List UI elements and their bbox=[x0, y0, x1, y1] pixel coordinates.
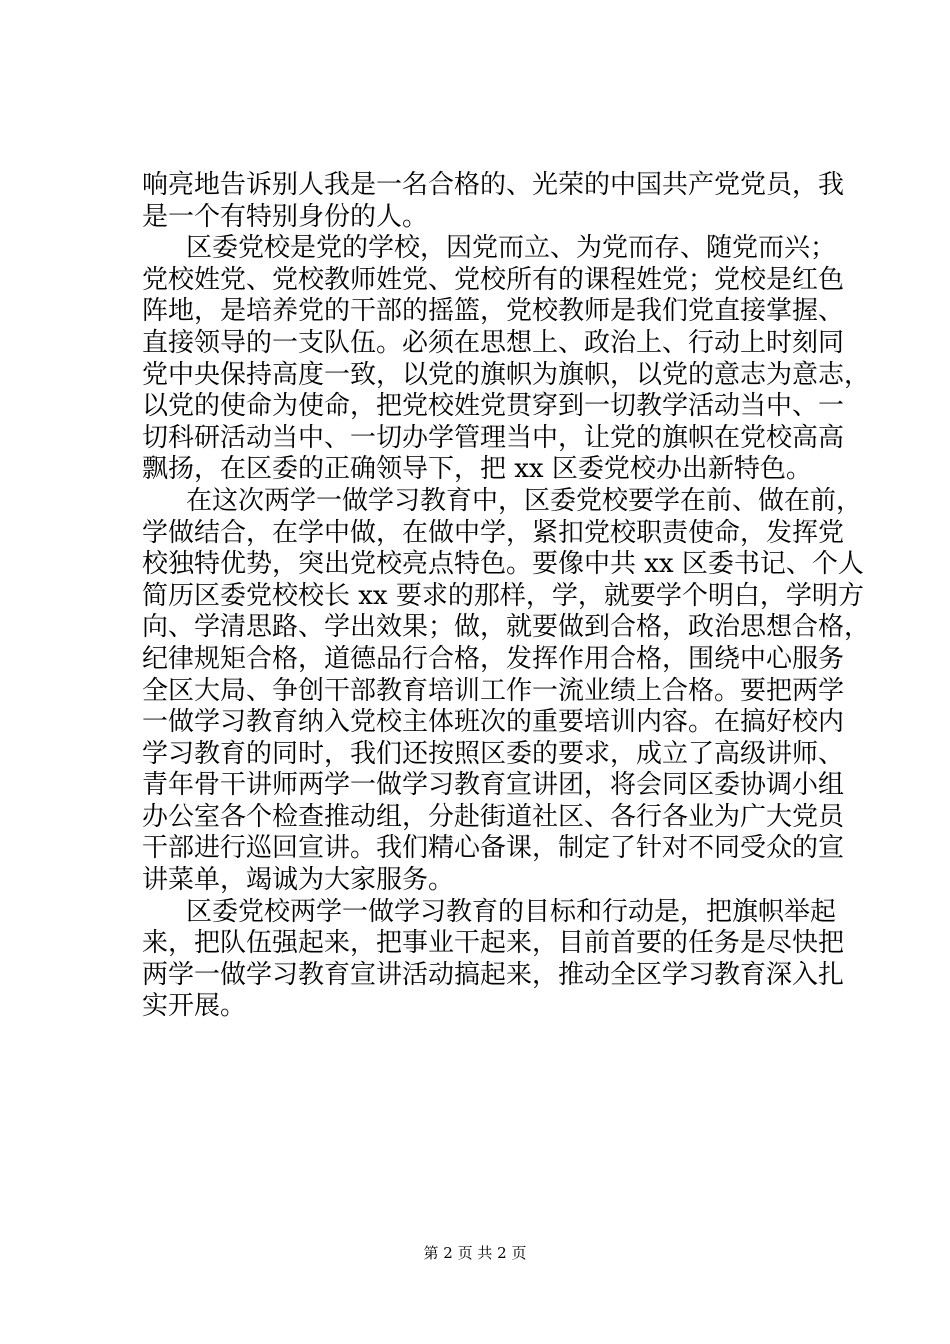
text-line: 以党的使命为使命，把党校姓党贯穿到一切教学活动当中、一 bbox=[142, 391, 845, 422]
text-line: 实开展。 bbox=[142, 991, 247, 1022]
text-line: 纪律规矩合格，道德品行合格，发挥作用合格，围绕中心服务 bbox=[142, 643, 845, 674]
text-line: 校独特优势，突出党校亮点特色。要像中共 xx 区委书记、个人 bbox=[142, 549, 864, 580]
text-line: 两学一做学习教育宣讲活动搞起来，推动全区学习教育深入扎 bbox=[142, 959, 845, 990]
text-line: 一做学习教育纳入党校主体班次的重要培训内容。在搞好校内 bbox=[142, 707, 845, 738]
paragraph-4 bbox=[142, 896, 845, 1023]
document-body bbox=[142, 170, 871, 1023]
text-line: 党校姓党、党校教师姓党、党校所有的课程姓党；党校是红色 bbox=[142, 264, 845, 295]
text-line: 干部进行巡回宣讲。我们精心备课，制定了针对不同受众的宣 bbox=[142, 833, 845, 864]
text-line: 讲菜单，竭诚为大家服务。 bbox=[142, 865, 455, 896]
paragraph-2 bbox=[142, 233, 871, 486]
text-line: 区委党校两学一做学习教育的目标和行动是，把旗帜举起 bbox=[186, 896, 837, 927]
text-line: 区委党校是党的学校，因党而立、为党而存、随党而兴； bbox=[186, 233, 837, 264]
text-line: 阵地，是培养党的干部的摇篮，党校教师是我们党直接掌握、 bbox=[142, 296, 845, 327]
text-line: 学做结合，在学中做，在做中学，紧扣党校职责使命，发挥党 bbox=[142, 517, 845, 548]
text-line: 切科研活动当中、一切办学管理当中，让党的旗帜在党校高高 bbox=[142, 422, 845, 453]
text-line: 响亮地告诉别人我是一名合格的、光荣的中国共产党党员，我 bbox=[142, 170, 845, 200]
text-line: 青年骨干讲师两学一做学习教育宣讲团，将会同区委协调小组 bbox=[142, 770, 845, 801]
text-line: 飘扬，在区委的正确领导下，把 xx 区委党校办出新特色。 bbox=[142, 454, 812, 485]
text-line: 直接领导的一支队伍。必须在思想上、政治上、行动上时刻同 bbox=[142, 327, 845, 358]
page-footer bbox=[0, 1243, 950, 1263]
text-line: 学习教育的同时，我们还按照区委的要求，成立了高级讲师、 bbox=[142, 738, 845, 769]
text-line: 是一个有特别身份的人。 bbox=[142, 201, 429, 232]
page-number-label: 第 2 页 共 2 页 bbox=[423, 1244, 527, 1262]
text-line: 党中央保持高度一致，以党的旗帜为旗帜，以党的意志为意志， bbox=[142, 359, 871, 390]
paragraph-3 bbox=[142, 485, 871, 897]
text-line: 来，把队伍强起来，把事业干起来，目前首要的任务是尽快把 bbox=[142, 928, 845, 959]
text-line: 办公室各个检查推动组，分赴街道社区、各行各业为广大党员 bbox=[142, 801, 845, 832]
text-line: 向、学清思路、学出效果；做，就要做到合格，政治思想合格， bbox=[142, 612, 871, 643]
paragraph-1 bbox=[142, 170, 845, 233]
text-line: 简历区委党校校长 xx 要求的那样，学，就要学个明白，学明方 bbox=[142, 580, 864, 611]
text-line: 在这次两学一做学习教育中，区委党校要学在前、做在前， bbox=[186, 485, 863, 516]
text-line: 全区大局、争创干部教育培训工作一流业绩上合格。要把两学 bbox=[142, 675, 845, 706]
